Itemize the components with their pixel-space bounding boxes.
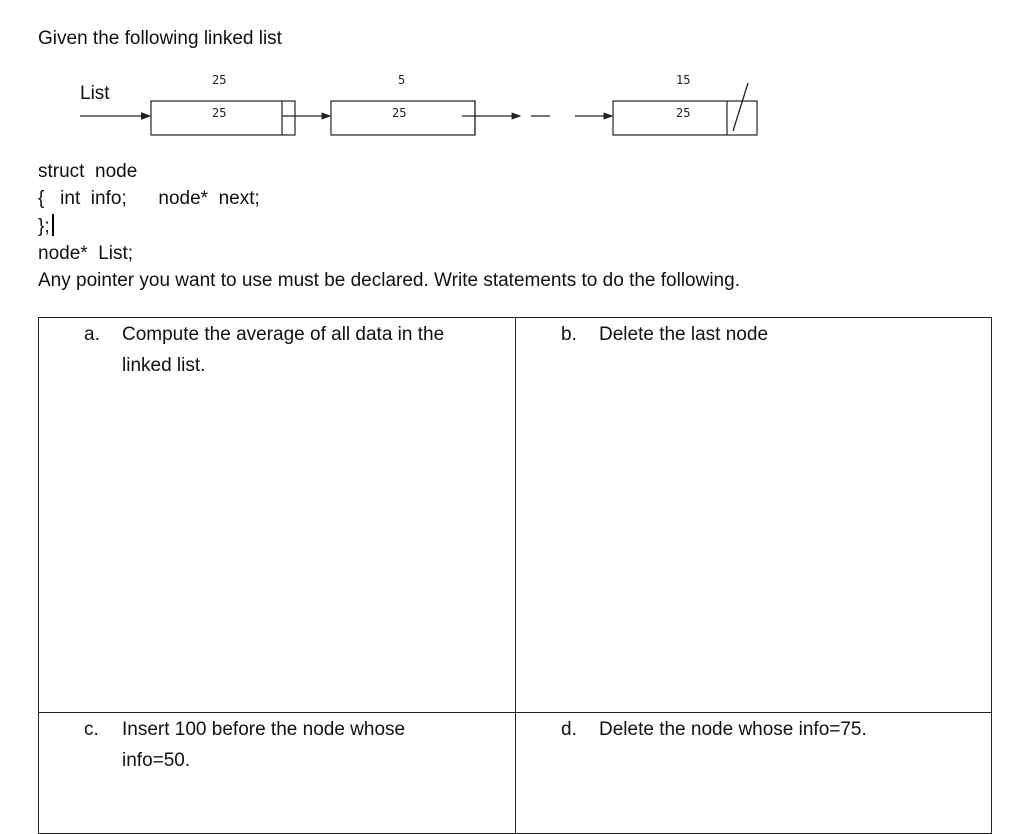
- question-b-line-1: Delete the last node: [599, 324, 769, 345]
- answer-area-b[interactable]: [516, 318, 992, 713]
- question-c-line-2: info=50.: [122, 750, 191, 771]
- code-line-3-text: };: [38, 216, 50, 237]
- question-d-line-1: Delete the node whose info=75.: [599, 719, 867, 740]
- node-3-info: 25: [676, 106, 691, 120]
- question-d-letter: d.: [561, 719, 577, 740]
- node-1-top-value: 25: [212, 73, 227, 87]
- answer-area-d[interactable]: [516, 713, 992, 834]
- instruction: Any pointer you want to use must be declared. Write statements to do the following.: [38, 270, 740, 291]
- code-line-4: node* List;: [38, 243, 134, 264]
- node-2-top-value: 5: [398, 73, 406, 87]
- question-table: [38, 317, 992, 834]
- question-c-letter: c.: [84, 719, 99, 740]
- node-2-info: 25: [392, 106, 407, 120]
- list-label: List: [80, 83, 110, 104]
- heading: Given the following linked list: [38, 28, 282, 49]
- node-3-top-value: 15: [676, 73, 691, 87]
- code-line-3: [38, 214, 54, 236]
- linked-list-diagram: [0, 60, 1024, 150]
- node-1-info: 25: [212, 106, 227, 120]
- null-slash-icon: [733, 83, 748, 131]
- text-cursor: [52, 214, 54, 236]
- question-b-letter: b.: [561, 324, 577, 345]
- question-a-line-2: linked list.: [122, 355, 206, 376]
- answer-area-c[interactable]: [39, 713, 516, 834]
- question-a-line-1: Compute the average of all data in the: [122, 324, 445, 345]
- question-c-line-1: Insert 100 before the node whose: [122, 719, 406, 740]
- question-a-letter: a.: [84, 324, 100, 345]
- code-line-2: { int info; node* next;: [38, 188, 260, 209]
- code-line-1: struct node: [38, 161, 138, 182]
- answer-area-a[interactable]: [39, 318, 516, 713]
